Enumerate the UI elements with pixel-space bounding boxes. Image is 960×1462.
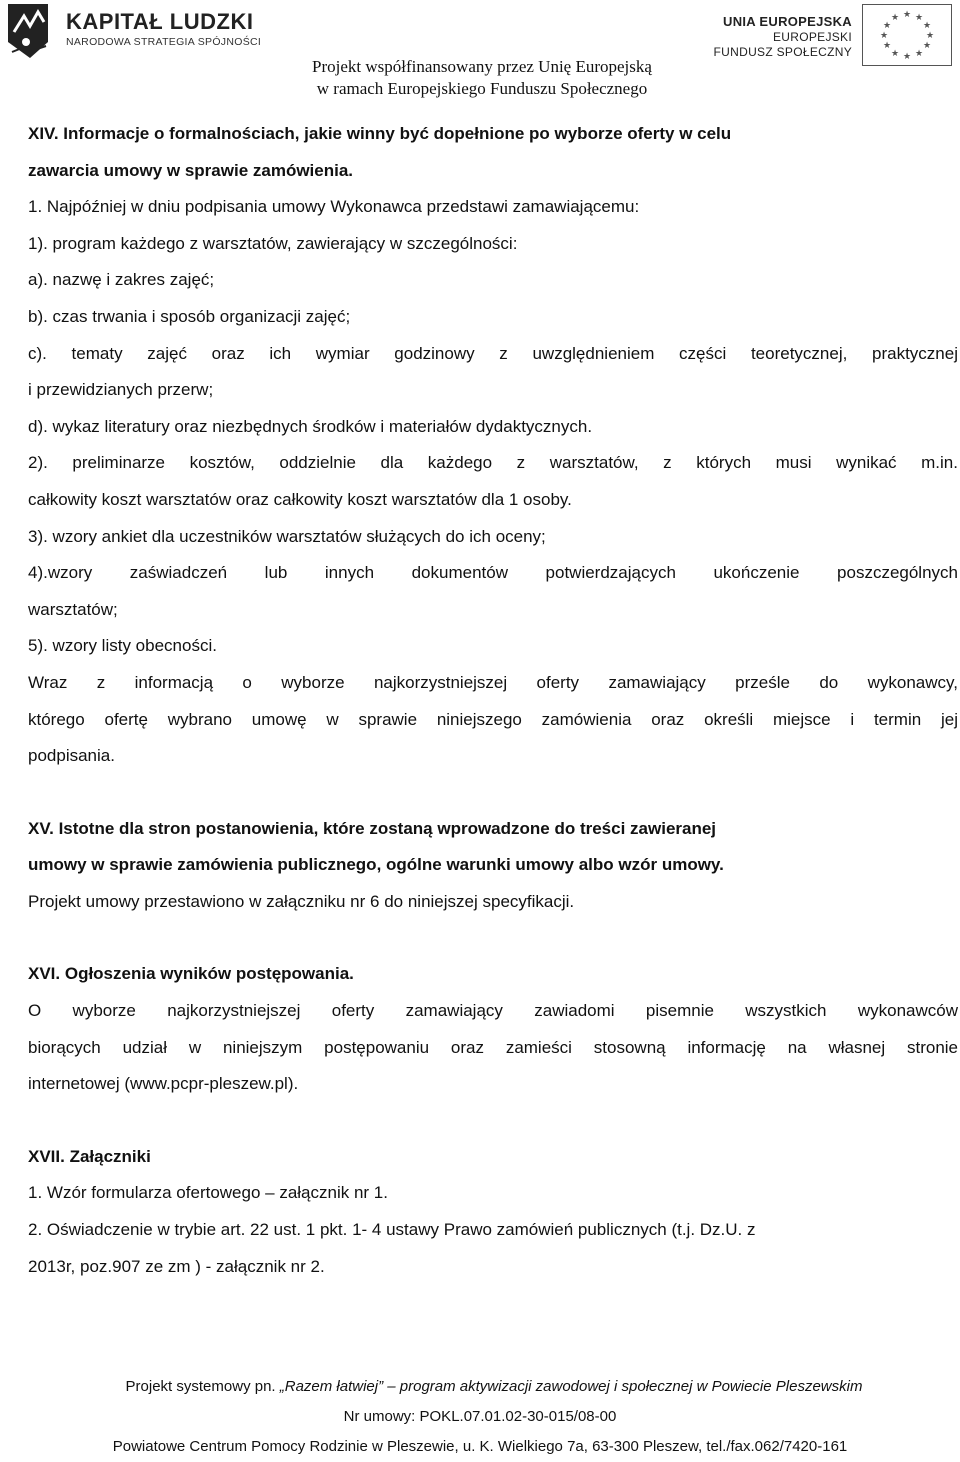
sec15-heading-line1: XV. Istotne dla stron postanowienia, które zostaną wprowadzone do treści zawieranej	[28, 818, 717, 838]
svg-text:★: ★	[879, 30, 889, 40]
attachment-1: 1. Wzór formularza ofertowego – załącznik nr 1.	[28, 1183, 388, 1203]
page-footer	[0, 1372, 960, 1462]
svg-text:★: ★	[902, 9, 912, 19]
kl-title: KAPITAŁ LUDZKI	[66, 9, 254, 34]
item-3: 3). wzory ankiet dla uczestników warsztatów służących do ich oceny;	[28, 526, 546, 546]
item-b: b). czas trwania i sposób organizacji zajęć;	[28, 306, 351, 326]
page-header	[0, 0, 960, 105]
item-d: d). wykaz literatury oraz niezbędnych środków i materiałów dydaktycznych.	[28, 416, 593, 436]
item-4-line2: warsztatów;	[28, 599, 118, 619]
eu-line1: UNIA EUROPEJSKA	[723, 14, 852, 29]
sec16-line1: O wyborze najkorzystniejszej oferty zamawiający zawiadomi pisemnie wszystkich wykonawców	[28, 1001, 958, 1021]
attachment-2-line1: 2. Oświadczenie w trybie art. 22 ust. 1 pkt. 1- 4 ustawy Prawo zamówień publicznych (t.j. Dz.U. z	[28, 1220, 756, 1240]
item-1-1: 1). program każdego z warsztatów, zawierający w szczególności:	[28, 233, 518, 253]
wraz-line1: Wraz z informacją o wyborze najkorzystniejszej oferty zamawiający prześle do wykonawcy,	[28, 672, 958, 692]
svg-text:★: ★	[890, 12, 900, 22]
footer-line2: Nr umowy: POKL.07.01.02-30-015/08-00	[343, 1408, 617, 1425]
sec16-line3: internetowej (www.pcpr-pleszew.pl).	[28, 1074, 299, 1094]
cofinancing-line2: w ramach Europejskiego Funduszu Społecznego	[316, 79, 648, 98]
eu-line2: EUROPEJSKI	[772, 30, 852, 44]
svg-text:★: ★	[882, 20, 892, 30]
footer-project-name: „Razem łatwiej” – program aktywizacji zawodowej i społecznej w Powiecie Pleszewskim	[279, 1378, 863, 1395]
document-body	[28, 116, 958, 1285]
svg-text:★: ★	[890, 48, 900, 58]
svg-text:★: ★	[902, 51, 912, 61]
svg-text:★: ★	[882, 40, 892, 50]
kl-subtitle: NARODOWA STRATEGIA SPÓJNOŚCI	[66, 36, 262, 48]
item-c-line2: i przewidzianych przerw;	[28, 380, 214, 400]
sec15-heading-line2: umowy w sprawie zamówienia publicznego, ogólne warunki umowy albo wzór umowy.	[28, 855, 724, 875]
item-2-line2: całkowity koszt warsztatów oraz całkowity koszt warsztatów dla 1 osoby.	[28, 489, 572, 509]
footer-line1	[0, 1372, 960, 1402]
eu-line3: FUNDUSZ SPOŁECZNY	[713, 45, 852, 59]
svg-text:★: ★	[922, 20, 932, 30]
sec15-text: Projekt umowy przestawiono w załączniku nr 6 do niniejszej specyfikacji.	[28, 891, 575, 911]
wraz-line2: którego ofertę wybrano umowę w sprawie niniejszego zamówienia oraz określi miejsce i termin jej	[28, 709, 958, 729]
item-5: 5). wzory listy obecności.	[28, 636, 217, 656]
footer-line3: Powiatowe Centrum Pomocy Rodzinie w Pleszewie, u. K. Wielkiego 7a, 63-300 Pleszew, tel./fax.062/7420-161	[112, 1438, 848, 1455]
svg-text:★: ★	[925, 30, 935, 40]
item-a: a). nazwę i zakres zajęć;	[28, 270, 215, 290]
sec17-heading: XVII. Załączniki	[28, 1146, 151, 1166]
svg-text:★: ★	[914, 12, 924, 22]
svg-text:★: ★	[922, 40, 932, 50]
sec16-heading: XVI. Ogłoszenia wyników postępowania.	[28, 964, 354, 984]
item-1: 1. Najpóźniej w dniu podpisania umowy Wykonawca przedstawi zamawiającemu:	[28, 197, 640, 217]
item-c-line1: c). tematy zajęć oraz ich wymiar godzinowy z uwzględnieniem części teoretycznej, praktycznej	[28, 343, 958, 363]
item-4-line1: 4).wzory zaświadczeń lub innych dokumentów potwierdzających ukończenie poszczególnych	[28, 563, 958, 583]
kapital-ludzki-wordmark	[66, 10, 261, 49]
eu-wordmark	[714, 14, 852, 60]
cofinancing-line1: Projekt współfinansowany przez Unię Europejską	[312, 57, 652, 76]
footer-line1-prefix: Projekt systemowy pn.	[125, 1378, 280, 1395]
cofinancing-note	[0, 56, 960, 100]
item-2-line1: 2). preliminarze kosztów, oddzielnie dla każdego z warsztatów, z których musi wynikać m.in.	[28, 453, 958, 473]
kapital-ludzki-logo-icon	[4, 2, 56, 60]
sec14-heading-line1: XIV. Informacje o formalnościach, jakie winny być dopełnione po wyborze oferty w celu	[28, 124, 732, 143]
svg-text:★: ★	[914, 48, 924, 58]
wraz-line3: podpisania.	[28, 746, 115, 766]
sec14-heading-line2: zawarcia umowy w sprawie zamówienia.	[28, 160, 354, 180]
sec16-line2: biorących udział w niniejszym postępowaniu oraz zamieści stosowną informację na własnej stronie	[28, 1037, 958, 1057]
attachment-2-line2: 2013r, poz.907 ze zm ) - załącznik nr 2.	[28, 1256, 325, 1276]
